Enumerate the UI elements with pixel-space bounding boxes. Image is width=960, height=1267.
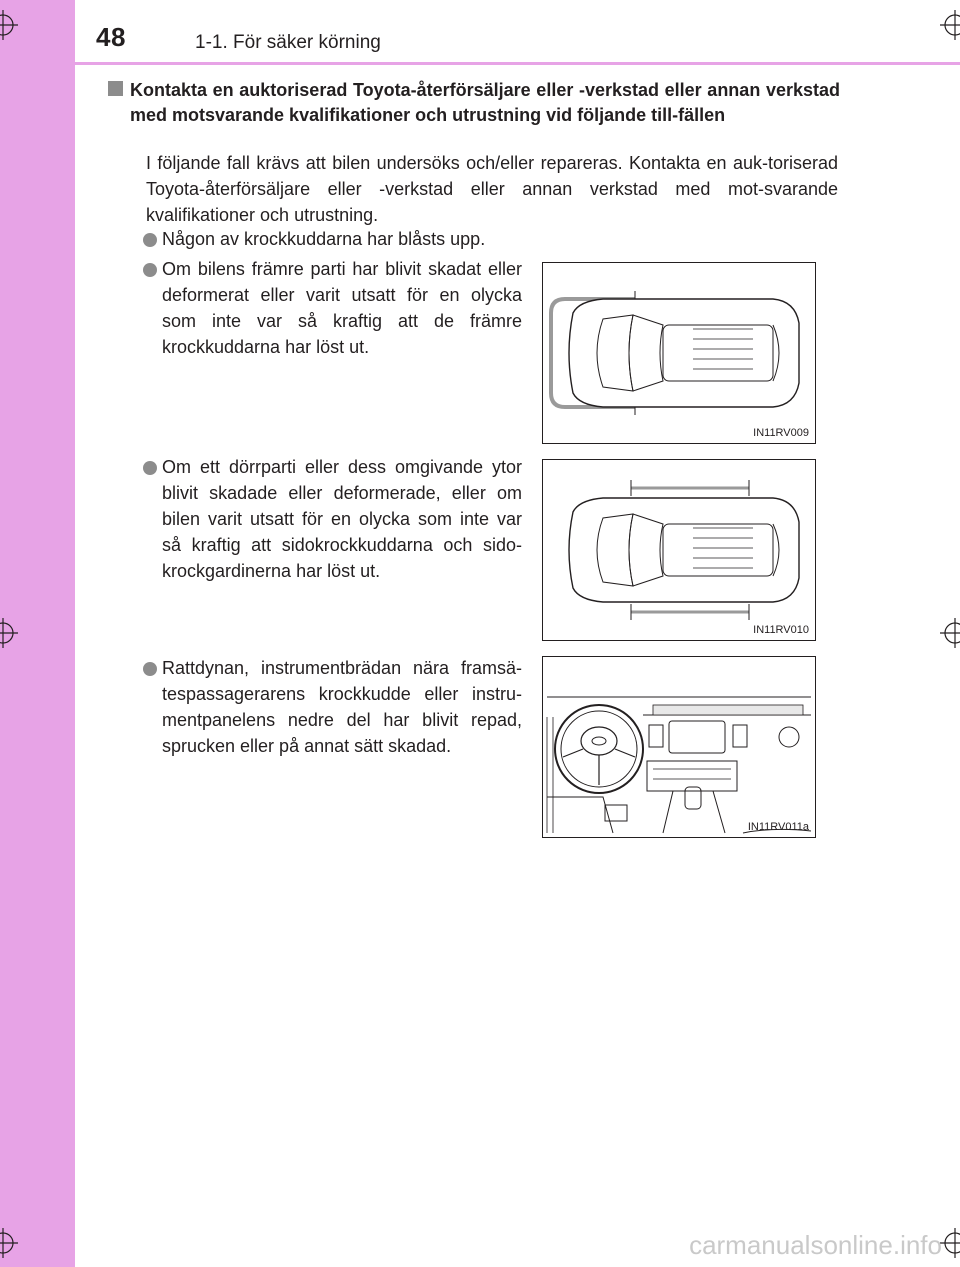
watermark: carmanualsonline.info [689,1230,942,1260]
bullet-dot-icon [143,662,157,676]
registration-mark-icon [0,618,18,648]
registration-mark-icon [940,10,960,40]
bullet-item-front-damage: Om bilens främre parti har blivit skadat eller deformerat eller varit utsatt för en olycka som inte var så kraftig att de främre krockkuddarna har löst ut. [162,259,522,357]
bullet-item-side-damage: Om ett dörrparti eller dess omgivande ytor blivit skadade eller deformerade, eller om bilen varit utsatt för en olycka som inte var så kraftig att sidokrockkuddarna och sido-krockgardinerna har löst ut. [162,457,522,581]
heading-square-icon [108,81,123,96]
figure-front-impact [542,262,816,444]
page-number: 48 [96,22,126,52]
bullet-item-dashboard-damage: Rattdynan, instrumentbrädan nära framsä-tespassagerarens krockkudde eller instru-mentpanelens nedre del har blivit repad, sprucken eller på annat sätt skadad. [162,658,522,756]
section-title: 1-1. För säker körning [195,32,381,53]
bullet-dot-icon [143,263,157,277]
intro-paragraph: I följande fall krävs att bilen undersöks och/eller repareras. Kontakta en auk-toriserad Toyota-återförsäljare eller -verkstad eller annan verkstad med mot-svarande kvalifikationer och utrustning. [146,153,838,225]
figure-side-impact [542,459,816,641]
figure-code: IN11RV010 [753,624,809,636]
registration-mark-icon [0,1228,18,1258]
bullet-item-airbags-deployed: Någon av krockkuddarna har blåsts upp. [162,229,486,249]
bullet-dot-icon [143,233,157,247]
registration-mark-icon [940,1228,960,1258]
header-rule [75,62,960,65]
figure-dashboard [542,656,816,838]
registration-mark-icon [940,618,960,648]
registration-mark-icon [0,10,18,40]
section-heading: Kontakta en auktoriserad Toyota-återförsäljare eller -verkstad eller annan verkstad med motsvarande kvalifikationer och utrustning vid följande till-fällen [130,80,840,125]
figure-code: IN11RV009 [753,427,809,439]
figure-code: IN11RV011a [747,821,809,833]
bullet-dot-icon [143,461,157,475]
